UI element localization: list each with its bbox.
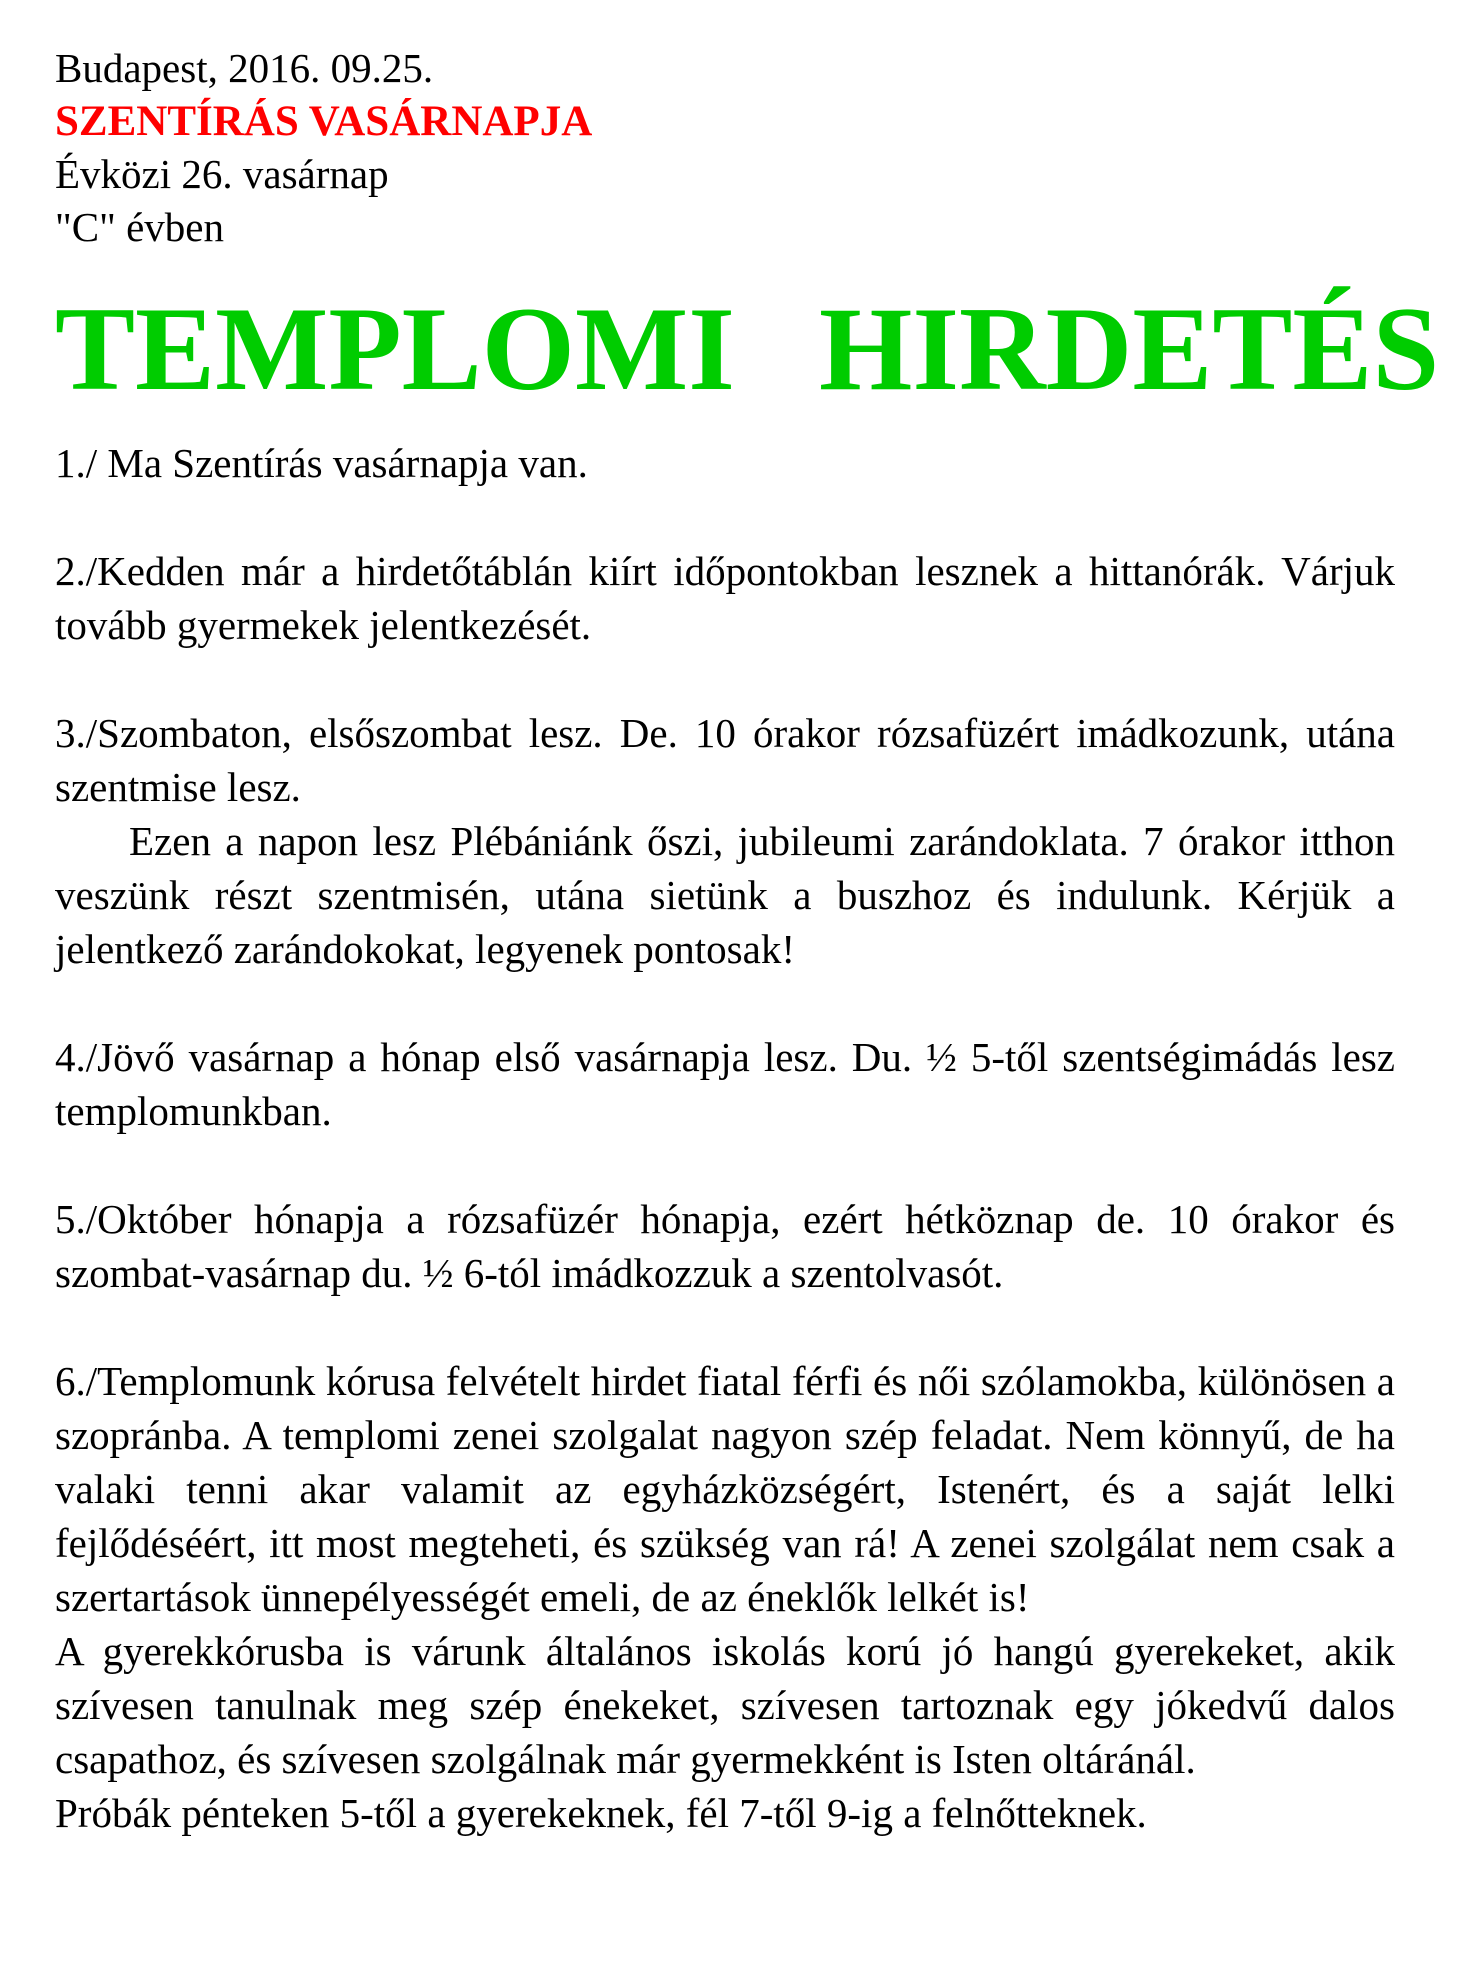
announcement-2: 2./Kedden már a hirdetőtáblán kiírt időpontokban lesznek a hittanórák. Várjuk tovább gyermekek jelentkezését. [55,547,1395,648]
announcement-1: 1./ Ma Szentírás vasárnapja van. [55,439,588,486]
dateline: Budapest, 2016. 09.25. [55,45,434,91]
liturgical-year: "C" évben [55,204,224,250]
announcement-6-children-choir: A gyerekkórusba is várunk általános iskolás korú jó hangú gyerekeket, akik szívesen tanulnak meg szép énekeket, szívesen tartoznak egy jókedvű dalos csapathoz, és szívesen szolgálnak már gyermekként is Isten oltáránál. [55,1627,1395,1782]
announcement-4: 4./Jövő vasárnap a hónap első vasárnapja lesz. Du. ½ 5-től szentségimádás lesz templomunkban. [55,1033,1395,1134]
liturgical-week: Évközi 26. vasárnap [55,151,389,197]
announcement-6-rehearsal-times: Próbák pénteken 5-től a gyerekeknek, fél 7-től 9-ig a felnőtteknek. [55,1789,1147,1836]
page-title: TEMPLOMI HIRDETÉS [55,282,1440,415]
announcement-6: 6./Templomunk kórusa felvételt hirdet fiatal férfi és női szólamokba, különösen a szopránba. A templomi zenei szolgalat nagyon szép feladat. Nem könnyű, de ha valaki tenni akar valamit az egyházközségért, Istenért, és a saját lelki fejlődéséért, itt most megteheti, és szükség van rá! A zenei szolgálat nem csak a szertartások ünnepélyességét emeli, de az éneklők lelkét is! [55,1357,1395,1620]
announcement-3: 3./Szombaton, elsőszombat lesz. De. 10 órakor rózsafüzért imádkozunk, utána szentmise lesz. [55,709,1395,810]
announcement-5: 5./Október hónapja a rózsafüzér hónapja, ezért hétköznap de. 10 órakor és szombat-vasárnap du. ½ 6-tól imádkozzuk a szentolvasót. [55,1195,1395,1296]
feast-day-title: SZENTÍRÁS VASÁRNAPJA [55,98,593,145]
announcement-3-continued: Ezen a napon lesz Plébániánk őszi, jubileumi zarándoklata. 7 órakor itthon veszünk részt szentmisén, utána sietünk a buszhoz és indulunk. Kérjük a jelentkező zarándokokat, legyenek pontosak! [55,817,1395,972]
